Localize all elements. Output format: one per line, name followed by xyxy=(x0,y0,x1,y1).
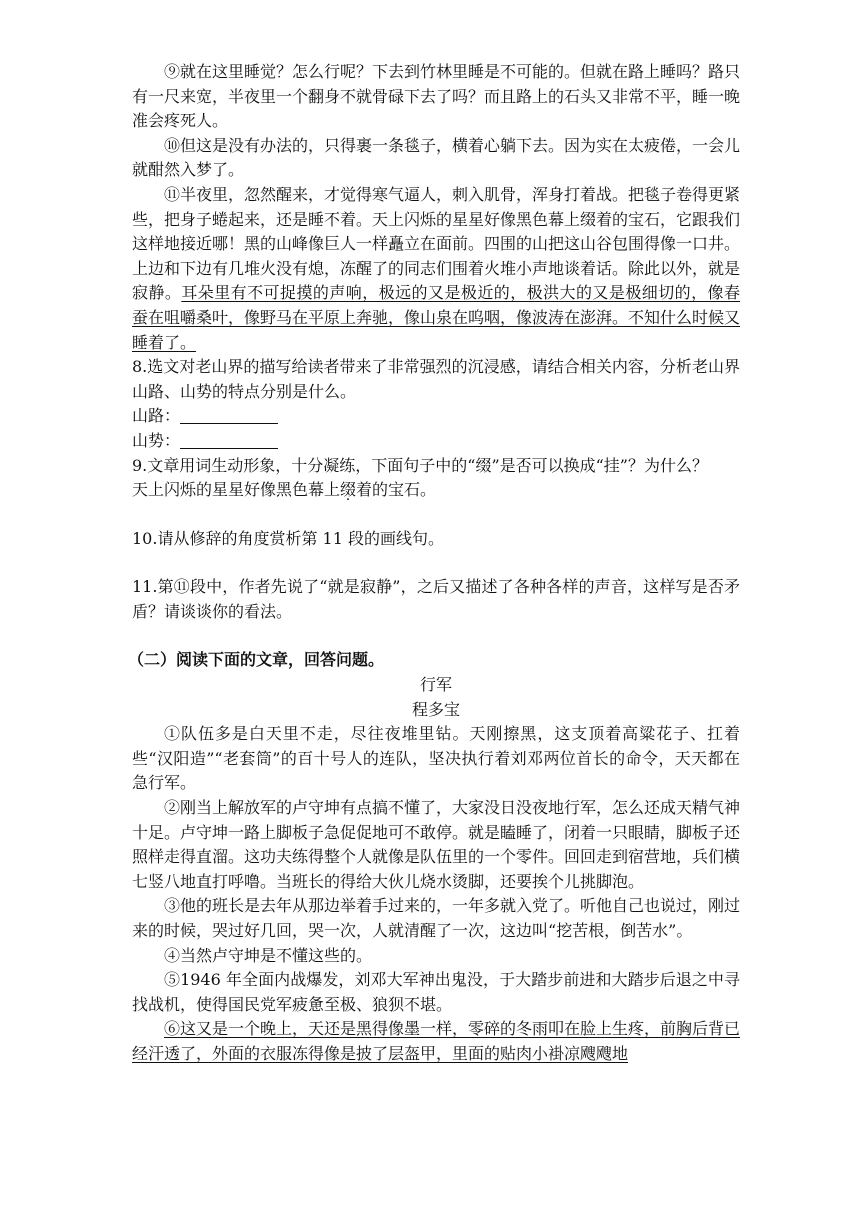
paragraph-11-text: ⑪半夜里，忽然醒来，才觉得寒气逼人，刺入肌骨，浑身打着战。把毯子卷得更紧些，把身子蜷起来，还是睡不着。天上闪烁的星星好像黑色幕上缀着的宝石，它跟我们这样地接近哪！黑的山峰像巨人一样矗立在面前。四围的山把这山谷包围得像一口井。上边和下边有几堆火没有熄，冻醒了的同志们围着火堆小声地谈着话。除此以外，就是寂静。 xyxy=(132,184,741,303)
road-answer-blank[interactable] xyxy=(180,407,278,424)
road-label: 山路： xyxy=(132,406,181,426)
article-author: 程多宝 xyxy=(411,699,460,719)
paragraph-11 xyxy=(132,183,740,355)
question-9-sentence xyxy=(132,478,740,503)
paragraph-3: ③他的班长是去年从那边举着手过来的，一年多就入党了。听他自己也说过，刚过来的时候，哭过好几回，哭一次，人就清醒了一次，这边叫“挖苦根，倒苦水”。 xyxy=(132,896,741,940)
emphasized-character: 缀 xyxy=(340,480,357,500)
sentence-after: 着的宝石。 xyxy=(356,480,437,500)
document-page xyxy=(128,60,741,1067)
paragraph-10: ⑩但这是没有办法的，只得裹一条毯子，横着心躺下去。因为实在太疲倦，一会儿就酣然入梦了。 xyxy=(132,135,741,180)
answer-line-mountain xyxy=(132,429,740,454)
mountain-answer-blank[interactable] xyxy=(180,432,278,449)
paragraph-2: ②刚当上解放军的卢守坤有点搞不懂了，大家没日没夜地行军，怎么还成天精气神十足。卢守坤一路上脚板子急促促地可不敢停。就是瞌睡了，闭着一只眼睛，脚板子还照样走得直溜。这功夫练得整个人就像是队伍里的一个零件。回回走到宿营地，兵们横七竖八地直打呼噜。当班长的得给大伙儿烧水烫脚，还要挨个儿挑脚泡。 xyxy=(132,798,741,891)
paragraph-6: ⑥这又是一个晚上，天还是黑得像墨一样，零碎的冬雨叩在脸上生疼，前胸后背已经汗透了，外面的衣服冻得像是披了层盔甲，里面的贴肉小褂凉飕飕地 xyxy=(132,1019,741,1063)
underlined-sentence: 耳朵里有不可捉摸的声响，极远的又是极近的，极洪大的又是极细切的，像春蚕在咀嚼桑叶，像野马在平原上奔驰，像山泉在呜咽，像波涛在澎湃。不知什么时候又睡着了。 xyxy=(132,283,741,352)
question-8: 8.选文对老山界的描写给读者带来了非常强烈的沉浸感，请结合相关内容，分析老山界山路、山势的特点分别是什么。 xyxy=(132,357,740,401)
question-9: 9.文章用词生动形象，十分凝练，下面句子中的“缀”是否可以换成“挂”？为什么？ xyxy=(132,455,708,475)
paragraph-1: ①队伍多是白天里不走，尽往夜堆里钻。天刚擦黑，这支顶着高粱花子、扛着些“汉阳造”“老套筒”的百十号人的连队，坚决执行着刘邓两位首长的命令，天天都在急行军。 xyxy=(132,724,740,793)
paragraph-9: ⑨就在这里睡觉？怎么行呢？下去到竹林里睡是不可能的。但就在路上睡吗？路只有一尺来宽，半夜里一个翻身不就骨碌下去了吗？而且路上的石头又非常不平，睡一晚准会疼死人。 xyxy=(132,62,741,131)
sentence-before: 天上闪烁的星星好像黑色幕上 xyxy=(132,480,341,500)
paragraph-4: ④当然卢守坤是不懂这些的。 xyxy=(164,945,373,965)
question-11: 11.第⑪段中，作者先说了“就是寂静”，之后又描述了各种各样的声音，这样写是否矛盾？请谈谈你的看法。 xyxy=(132,577,740,621)
mountain-label: 山势： xyxy=(132,430,181,450)
section-heading: （二）阅读下面的文章，回答问题。 xyxy=(128,650,385,670)
question-10: 10.请从修辞的角度赏析第 11 段的画线句。 xyxy=(132,528,444,548)
answer-line-road xyxy=(132,404,740,429)
paragraph-5: ⑤1946 年全面内战爆发，刘邓大军神出鬼没，于大踏步前进和大踏步后退之中寻找战机，使得国民党军疲惫至极、狼狈不堪。 xyxy=(132,970,740,1014)
article-title: 行军 xyxy=(419,675,452,695)
